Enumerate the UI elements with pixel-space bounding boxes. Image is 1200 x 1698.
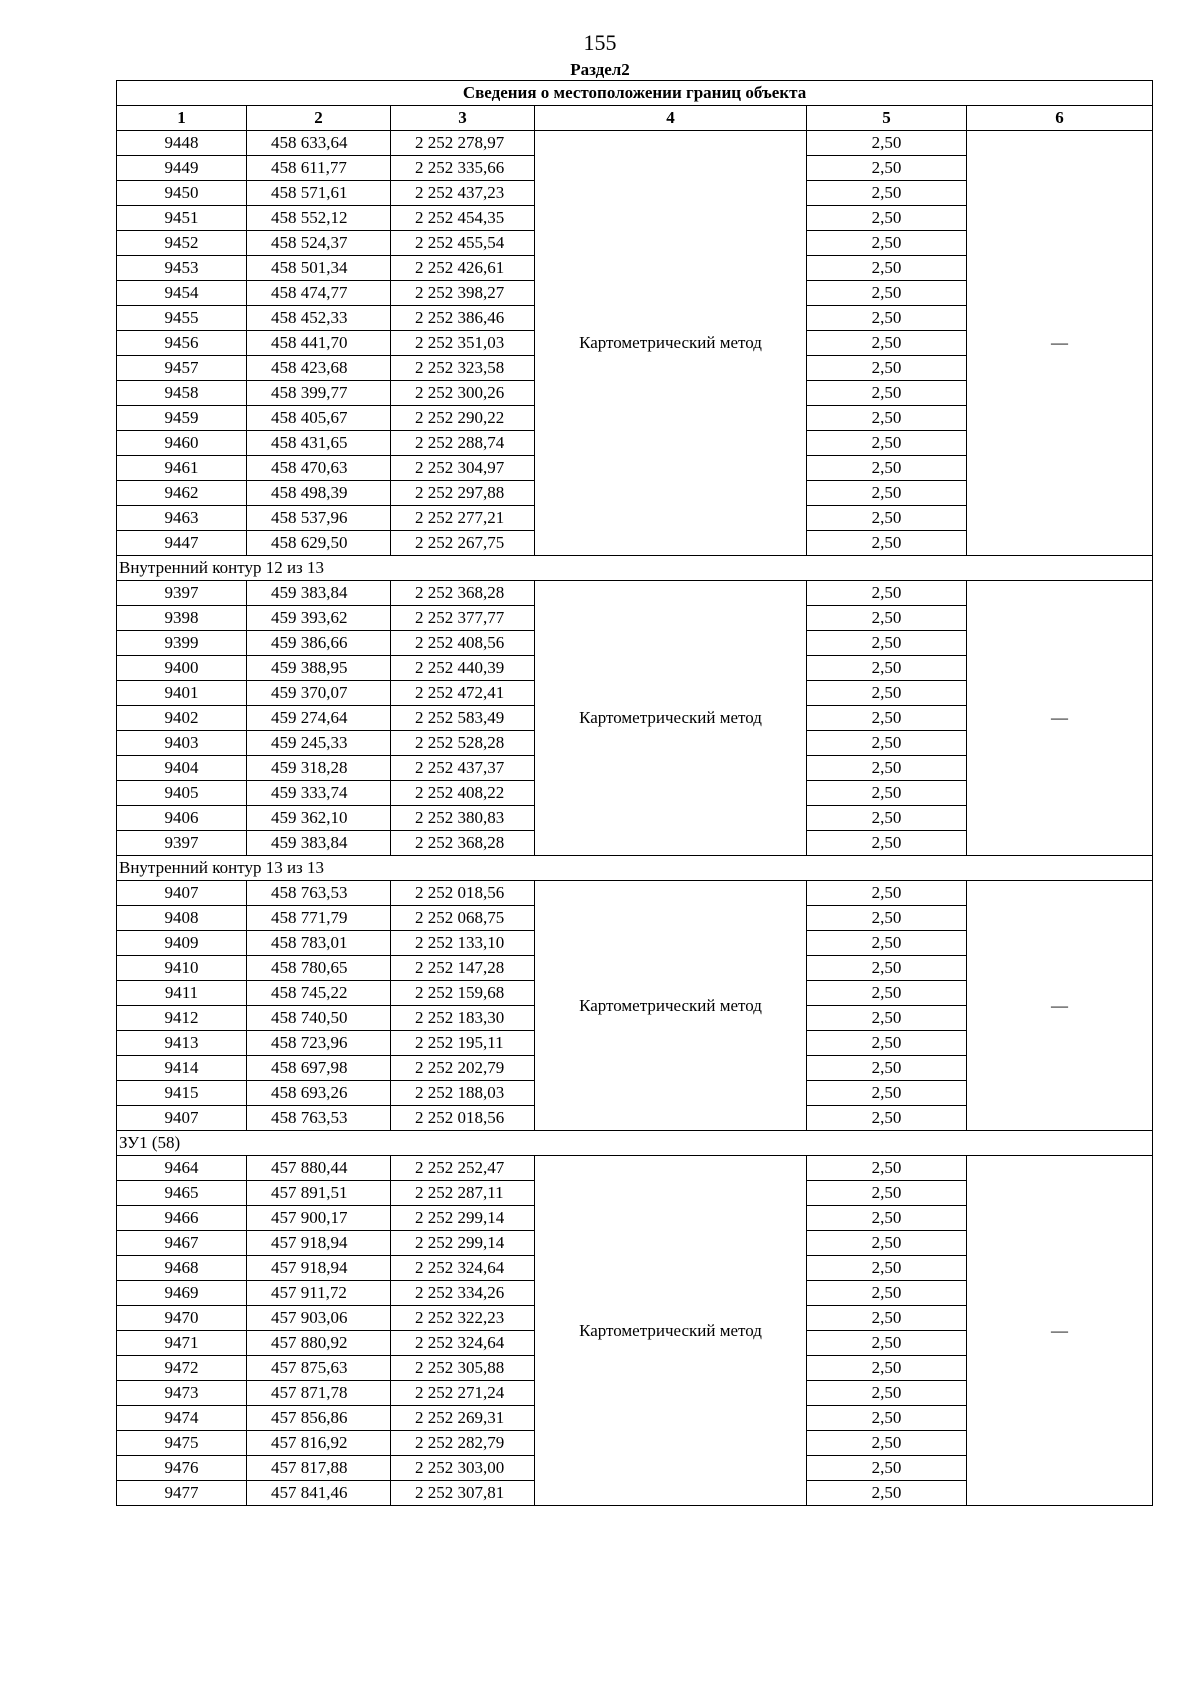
table-row <box>117 1156 1153 1181</box>
y-coordinate-cell: 2 252 159,68 <box>391 981 535 1006</box>
point-number-cell: 9406 <box>117 806 247 831</box>
y-coordinate-cell: 2 252 307,81 <box>391 1481 535 1506</box>
accuracy-cell: 2,50 <box>807 1331 967 1356</box>
point-number-cell: 9465 <box>117 1181 247 1206</box>
y-coordinate-cell: 2 252 304,97 <box>391 456 535 481</box>
point-number-cell: 9469 <box>117 1281 247 1306</box>
point-number-cell: 9410 <box>117 956 247 981</box>
y-coordinate-cell: 2 252 278,97 <box>391 131 535 156</box>
description-cell: — <box>967 581 1153 856</box>
accuracy-cell: 2,50 <box>807 256 967 281</box>
x-coordinate-cell: 458 611,77 <box>247 156 391 181</box>
page-number: 155 <box>583 30 617 55</box>
point-number-cell: 9449 <box>117 156 247 181</box>
y-coordinate-cell: 2 252 455,54 <box>391 231 535 256</box>
column-header-1: 1 <box>117 106 247 131</box>
point-number-cell: 9397 <box>117 831 247 856</box>
point-number-cell: 9397 <box>117 581 247 606</box>
description-cell: — <box>967 1156 1153 1506</box>
x-coordinate-cell: 457 880,44 <box>247 1156 391 1181</box>
accuracy-cell: 2,50 <box>807 431 967 456</box>
accuracy-cell: 2,50 <box>807 1306 967 1331</box>
accuracy-cell: 2,50 <box>807 931 967 956</box>
point-number-cell: 9401 <box>117 681 247 706</box>
point-number-cell: 9470 <box>117 1306 247 1331</box>
x-coordinate-cell: 458 501,34 <box>247 256 391 281</box>
y-coordinate-cell: 2 252 437,23 <box>391 181 535 206</box>
accuracy-cell: 2,50 <box>807 1481 967 1506</box>
y-coordinate-cell: 2 252 068,75 <box>391 906 535 931</box>
y-coordinate-cell: 2 252 267,75 <box>391 531 535 556</box>
point-number-cell: 9454 <box>117 281 247 306</box>
column-header-2: 2 <box>247 106 391 131</box>
x-coordinate-cell: 458 405,67 <box>247 406 391 431</box>
point-number-cell: 9472 <box>117 1356 247 1381</box>
point-number-cell: 9474 <box>117 1406 247 1431</box>
table-title-row <box>117 81 1153 106</box>
accuracy-cell: 2,50 <box>807 281 967 306</box>
y-coordinate-cell: 2 252 368,28 <box>391 581 535 606</box>
accuracy-cell: 2,50 <box>807 1431 967 1456</box>
contour-label: Внутренний контур 13 из 13 <box>117 856 1153 881</box>
point-number-cell: 9468 <box>117 1256 247 1281</box>
point-number-cell: 9407 <box>117 1106 247 1131</box>
method-cell: Картометрический метод <box>535 131 807 556</box>
x-coordinate-cell: 458 723,96 <box>247 1031 391 1056</box>
point-number-cell: 9462 <box>117 481 247 506</box>
accuracy-cell: 2,50 <box>807 206 967 231</box>
y-coordinate-cell: 2 252 380,83 <box>391 806 535 831</box>
point-number-cell: 9457 <box>117 356 247 381</box>
y-coordinate-cell: 2 252 282,79 <box>391 1431 535 1456</box>
y-coordinate-cell: 2 252 454,35 <box>391 206 535 231</box>
y-coordinate-cell: 2 252 334,26 <box>391 1281 535 1306</box>
x-coordinate-cell: 458 452,33 <box>247 306 391 331</box>
y-coordinate-cell: 2 252 269,31 <box>391 1406 535 1431</box>
point-number-cell: 9461 <box>117 456 247 481</box>
accuracy-cell: 2,50 <box>807 906 967 931</box>
x-coordinate-cell: 458 629,50 <box>247 531 391 556</box>
point-number-cell: 9476 <box>117 1456 247 1481</box>
point-number-cell: 9411 <box>117 981 247 1006</box>
x-coordinate-cell: 457 816,92 <box>247 1431 391 1456</box>
y-coordinate-cell: 2 252 202,79 <box>391 1056 535 1081</box>
accuracy-cell: 2,50 <box>807 981 967 1006</box>
y-coordinate-cell: 2 252 271,24 <box>391 1381 535 1406</box>
contour-label: Внутренний контур 12 из 13 <box>117 556 1153 581</box>
accuracy-cell: 2,50 <box>807 531 967 556</box>
point-number-cell: 9463 <box>117 506 247 531</box>
x-coordinate-cell: 459 388,95 <box>247 656 391 681</box>
method-cell: Картометрический метод <box>535 581 807 856</box>
accuracy-cell: 2,50 <box>807 1406 967 1431</box>
boundary-table <box>116 80 1153 1506</box>
y-coordinate-cell: 2 252 290,22 <box>391 406 535 431</box>
accuracy-cell: 2,50 <box>807 581 967 606</box>
x-coordinate-cell: 458 441,70 <box>247 331 391 356</box>
accuracy-cell: 2,50 <box>807 1256 967 1281</box>
x-coordinate-cell: 458 431,65 <box>247 431 391 456</box>
accuracy-cell: 2,50 <box>807 756 967 781</box>
x-coordinate-cell: 458 552,12 <box>247 206 391 231</box>
point-number-cell: 9405 <box>117 781 247 806</box>
x-coordinate-cell: 457 900,17 <box>247 1206 391 1231</box>
point-number-cell: 9453 <box>117 256 247 281</box>
accuracy-cell: 2,50 <box>807 1281 967 1306</box>
y-coordinate-cell: 2 252 398,27 <box>391 281 535 306</box>
y-coordinate-cell: 2 252 583,49 <box>391 706 535 731</box>
accuracy-cell: 2,50 <box>807 1231 967 1256</box>
accuracy-cell: 2,50 <box>807 306 967 331</box>
x-coordinate-cell: 457 891,51 <box>247 1181 391 1206</box>
x-coordinate-cell: 457 817,88 <box>247 1456 391 1481</box>
x-coordinate-cell: 459 370,07 <box>247 681 391 706</box>
accuracy-cell: 2,50 <box>807 1156 967 1181</box>
column-number-row <box>117 106 1153 131</box>
accuracy-cell: 2,50 <box>807 781 967 806</box>
y-coordinate-cell: 2 252 147,28 <box>391 956 535 981</box>
accuracy-cell: 2,50 <box>807 131 967 156</box>
point-number-cell: 9399 <box>117 631 247 656</box>
x-coordinate-cell: 458 740,50 <box>247 1006 391 1031</box>
y-coordinate-cell: 2 252 408,22 <box>391 781 535 806</box>
point-number-cell: 9402 <box>117 706 247 731</box>
contour-header-row <box>117 856 1153 881</box>
y-coordinate-cell: 2 252 408,56 <box>391 631 535 656</box>
y-coordinate-cell: 2 252 018,56 <box>391 881 535 906</box>
point-number-cell: 9412 <box>117 1006 247 1031</box>
x-coordinate-cell: 459 333,74 <box>247 781 391 806</box>
accuracy-cell: 2,50 <box>807 706 967 731</box>
point-number-cell: 9409 <box>117 931 247 956</box>
x-coordinate-cell: 458 498,39 <box>247 481 391 506</box>
accuracy-cell: 2,50 <box>807 231 967 256</box>
point-number-cell: 9466 <box>117 1206 247 1231</box>
point-number-cell: 9471 <box>117 1331 247 1356</box>
contour-header-row <box>117 556 1153 581</box>
point-number-cell: 9459 <box>117 406 247 431</box>
table-body <box>117 131 1153 1506</box>
y-coordinate-cell: 2 252 368,28 <box>391 831 535 856</box>
point-number-cell: 9404 <box>117 756 247 781</box>
accuracy-cell: 2,50 <box>807 1381 967 1406</box>
accuracy-cell: 2,50 <box>807 406 967 431</box>
point-number-cell: 9467 <box>117 1231 247 1256</box>
accuracy-cell: 2,50 <box>807 1206 967 1231</box>
x-coordinate-cell: 458 474,77 <box>247 281 391 306</box>
accuracy-cell: 2,50 <box>807 156 967 181</box>
description-cell: — <box>967 131 1153 556</box>
point-number-cell: 9460 <box>117 431 247 456</box>
column-header-3: 3 <box>391 106 535 131</box>
accuracy-cell: 2,50 <box>807 481 967 506</box>
point-number-cell: 9403 <box>117 731 247 756</box>
accuracy-cell: 2,50 <box>807 1031 967 1056</box>
accuracy-cell: 2,50 <box>807 631 967 656</box>
point-number-cell: 9464 <box>117 1156 247 1181</box>
x-coordinate-cell: 458 571,61 <box>247 181 391 206</box>
x-coordinate-cell: 458 693,26 <box>247 1081 391 1106</box>
x-coordinate-cell: 457 903,06 <box>247 1306 391 1331</box>
point-number-cell: 9477 <box>117 1481 247 1506</box>
accuracy-cell: 2,50 <box>807 381 967 406</box>
column-header-4: 4 <box>535 106 807 131</box>
column-header-5: 5 <box>807 106 967 131</box>
accuracy-cell: 2,50 <box>807 506 967 531</box>
accuracy-cell: 2,50 <box>807 456 967 481</box>
y-coordinate-cell: 2 252 377,77 <box>391 606 535 631</box>
point-number-cell: 9447 <box>117 531 247 556</box>
x-coordinate-cell: 459 362,10 <box>247 806 391 831</box>
x-coordinate-cell: 459 245,33 <box>247 731 391 756</box>
contour-label: ЗУ1 (58) <box>117 1131 1153 1156</box>
y-coordinate-cell: 2 252 133,10 <box>391 931 535 956</box>
y-coordinate-cell: 2 252 528,28 <box>391 731 535 756</box>
method-cell: Картометрический метод <box>535 881 807 1131</box>
accuracy-cell: 2,50 <box>807 606 967 631</box>
x-coordinate-cell: 458 697,98 <box>247 1056 391 1081</box>
x-coordinate-cell: 458 745,22 <box>247 981 391 1006</box>
x-coordinate-cell: 459 383,84 <box>247 831 391 856</box>
accuracy-cell: 2,50 <box>807 831 967 856</box>
x-coordinate-cell: 457 875,63 <box>247 1356 391 1381</box>
contour-header-row <box>117 1131 1153 1156</box>
x-coordinate-cell: 458 537,96 <box>247 506 391 531</box>
accuracy-cell: 2,50 <box>807 356 967 381</box>
y-coordinate-cell: 2 252 299,14 <box>391 1206 535 1231</box>
point-number-cell: 9452 <box>117 231 247 256</box>
accuracy-cell: 2,50 <box>807 1081 967 1106</box>
accuracy-cell: 2,50 <box>807 1356 967 1381</box>
point-number-cell: 9475 <box>117 1431 247 1456</box>
x-coordinate-cell: 457 880,92 <box>247 1331 391 1356</box>
y-coordinate-cell: 2 252 437,37 <box>391 756 535 781</box>
accuracy-cell: 2,50 <box>807 806 967 831</box>
y-coordinate-cell: 2 252 018,56 <box>391 1106 535 1131</box>
column-header-6: 6 <box>967 106 1153 131</box>
y-coordinate-cell: 2 252 324,64 <box>391 1331 535 1356</box>
y-coordinate-cell: 2 252 300,26 <box>391 381 535 406</box>
point-number-cell: 9458 <box>117 381 247 406</box>
x-coordinate-cell: 459 318,28 <box>247 756 391 781</box>
y-coordinate-cell: 2 252 252,47 <box>391 1156 535 1181</box>
point-number-cell: 9415 <box>117 1081 247 1106</box>
x-coordinate-cell: 458 780,65 <box>247 956 391 981</box>
point-number-cell: 9456 <box>117 331 247 356</box>
accuracy-cell: 2,50 <box>807 656 967 681</box>
accuracy-cell: 2,50 <box>807 331 967 356</box>
point-number-cell: 9400 <box>117 656 247 681</box>
method-cell: Картометрический метод <box>535 1156 807 1506</box>
x-coordinate-cell: 458 763,53 <box>247 1106 391 1131</box>
x-coordinate-cell: 457 856,86 <box>247 1406 391 1431</box>
y-coordinate-cell: 2 252 440,39 <box>391 656 535 681</box>
x-coordinate-cell: 457 918,94 <box>247 1231 391 1256</box>
x-coordinate-cell: 457 841,46 <box>247 1481 391 1506</box>
x-coordinate-cell: 458 399,77 <box>247 381 391 406</box>
y-coordinate-cell: 2 252 305,88 <box>391 1356 535 1381</box>
y-coordinate-cell: 2 252 183,30 <box>391 1006 535 1031</box>
point-number-cell: 9413 <box>117 1031 247 1056</box>
x-coordinate-cell: 458 470,63 <box>247 456 391 481</box>
x-coordinate-cell: 458 633,64 <box>247 131 391 156</box>
point-number-cell: 9414 <box>117 1056 247 1081</box>
y-coordinate-cell: 2 252 324,64 <box>391 1256 535 1281</box>
y-coordinate-cell: 2 252 288,74 <box>391 431 535 456</box>
y-coordinate-cell: 2 252 386,46 <box>391 306 535 331</box>
x-coordinate-cell: 457 918,94 <box>247 1256 391 1281</box>
accuracy-cell: 2,50 <box>807 1056 967 1081</box>
point-number-cell: 9451 <box>117 206 247 231</box>
y-coordinate-cell: 2 252 188,03 <box>391 1081 535 1106</box>
description-cell: — <box>967 881 1153 1131</box>
y-coordinate-cell: 2 252 322,23 <box>391 1306 535 1331</box>
y-coordinate-cell: 2 252 303,00 <box>391 1456 535 1481</box>
y-coordinate-cell: 2 252 287,11 <box>391 1181 535 1206</box>
point-number-cell: 9455 <box>117 306 247 331</box>
accuracy-cell: 2,50 <box>807 881 967 906</box>
accuracy-cell: 2,50 <box>807 956 967 981</box>
x-coordinate-cell: 457 871,78 <box>247 1381 391 1406</box>
y-coordinate-cell: 2 252 195,11 <box>391 1031 535 1056</box>
point-number-cell: 9473 <box>117 1381 247 1406</box>
accuracy-cell: 2,50 <box>807 1181 967 1206</box>
x-coordinate-cell: 459 383,84 <box>247 581 391 606</box>
section-title: Раздел2 <box>570 60 630 79</box>
accuracy-cell: 2,50 <box>807 1456 967 1481</box>
x-coordinate-cell: 458 771,79 <box>247 906 391 931</box>
y-coordinate-cell: 2 252 297,88 <box>391 481 535 506</box>
table-title: Сведения о местоположении границ объекта <box>117 81 1153 106</box>
y-coordinate-cell: 2 252 299,14 <box>391 1231 535 1256</box>
table-row <box>117 131 1153 156</box>
x-coordinate-cell: 458 783,01 <box>247 931 391 956</box>
y-coordinate-cell: 2 252 335,66 <box>391 156 535 181</box>
table-row <box>117 881 1153 906</box>
x-coordinate-cell: 457 911,72 <box>247 1281 391 1306</box>
x-coordinate-cell: 459 393,62 <box>247 606 391 631</box>
x-coordinate-cell: 458 763,53 <box>247 881 391 906</box>
accuracy-cell: 2,50 <box>807 1006 967 1031</box>
y-coordinate-cell: 2 252 277,21 <box>391 506 535 531</box>
table-row <box>117 581 1153 606</box>
accuracy-cell: 2,50 <box>807 1106 967 1131</box>
point-number-cell: 9448 <box>117 131 247 156</box>
y-coordinate-cell: 2 252 472,41 <box>391 681 535 706</box>
y-coordinate-cell: 2 252 426,61 <box>391 256 535 281</box>
x-coordinate-cell: 458 524,37 <box>247 231 391 256</box>
y-coordinate-cell: 2 252 323,58 <box>391 356 535 381</box>
x-coordinate-cell: 459 386,66 <box>247 631 391 656</box>
point-number-cell: 9398 <box>117 606 247 631</box>
x-coordinate-cell: 459 274,64 <box>247 706 391 731</box>
accuracy-cell: 2,50 <box>807 181 967 206</box>
y-coordinate-cell: 2 252 351,03 <box>391 331 535 356</box>
point-number-cell: 9450 <box>117 181 247 206</box>
accuracy-cell: 2,50 <box>807 731 967 756</box>
point-number-cell: 9408 <box>117 906 247 931</box>
point-number-cell: 9407 <box>117 881 247 906</box>
accuracy-cell: 2,50 <box>807 681 967 706</box>
x-coordinate-cell: 458 423,68 <box>247 356 391 381</box>
